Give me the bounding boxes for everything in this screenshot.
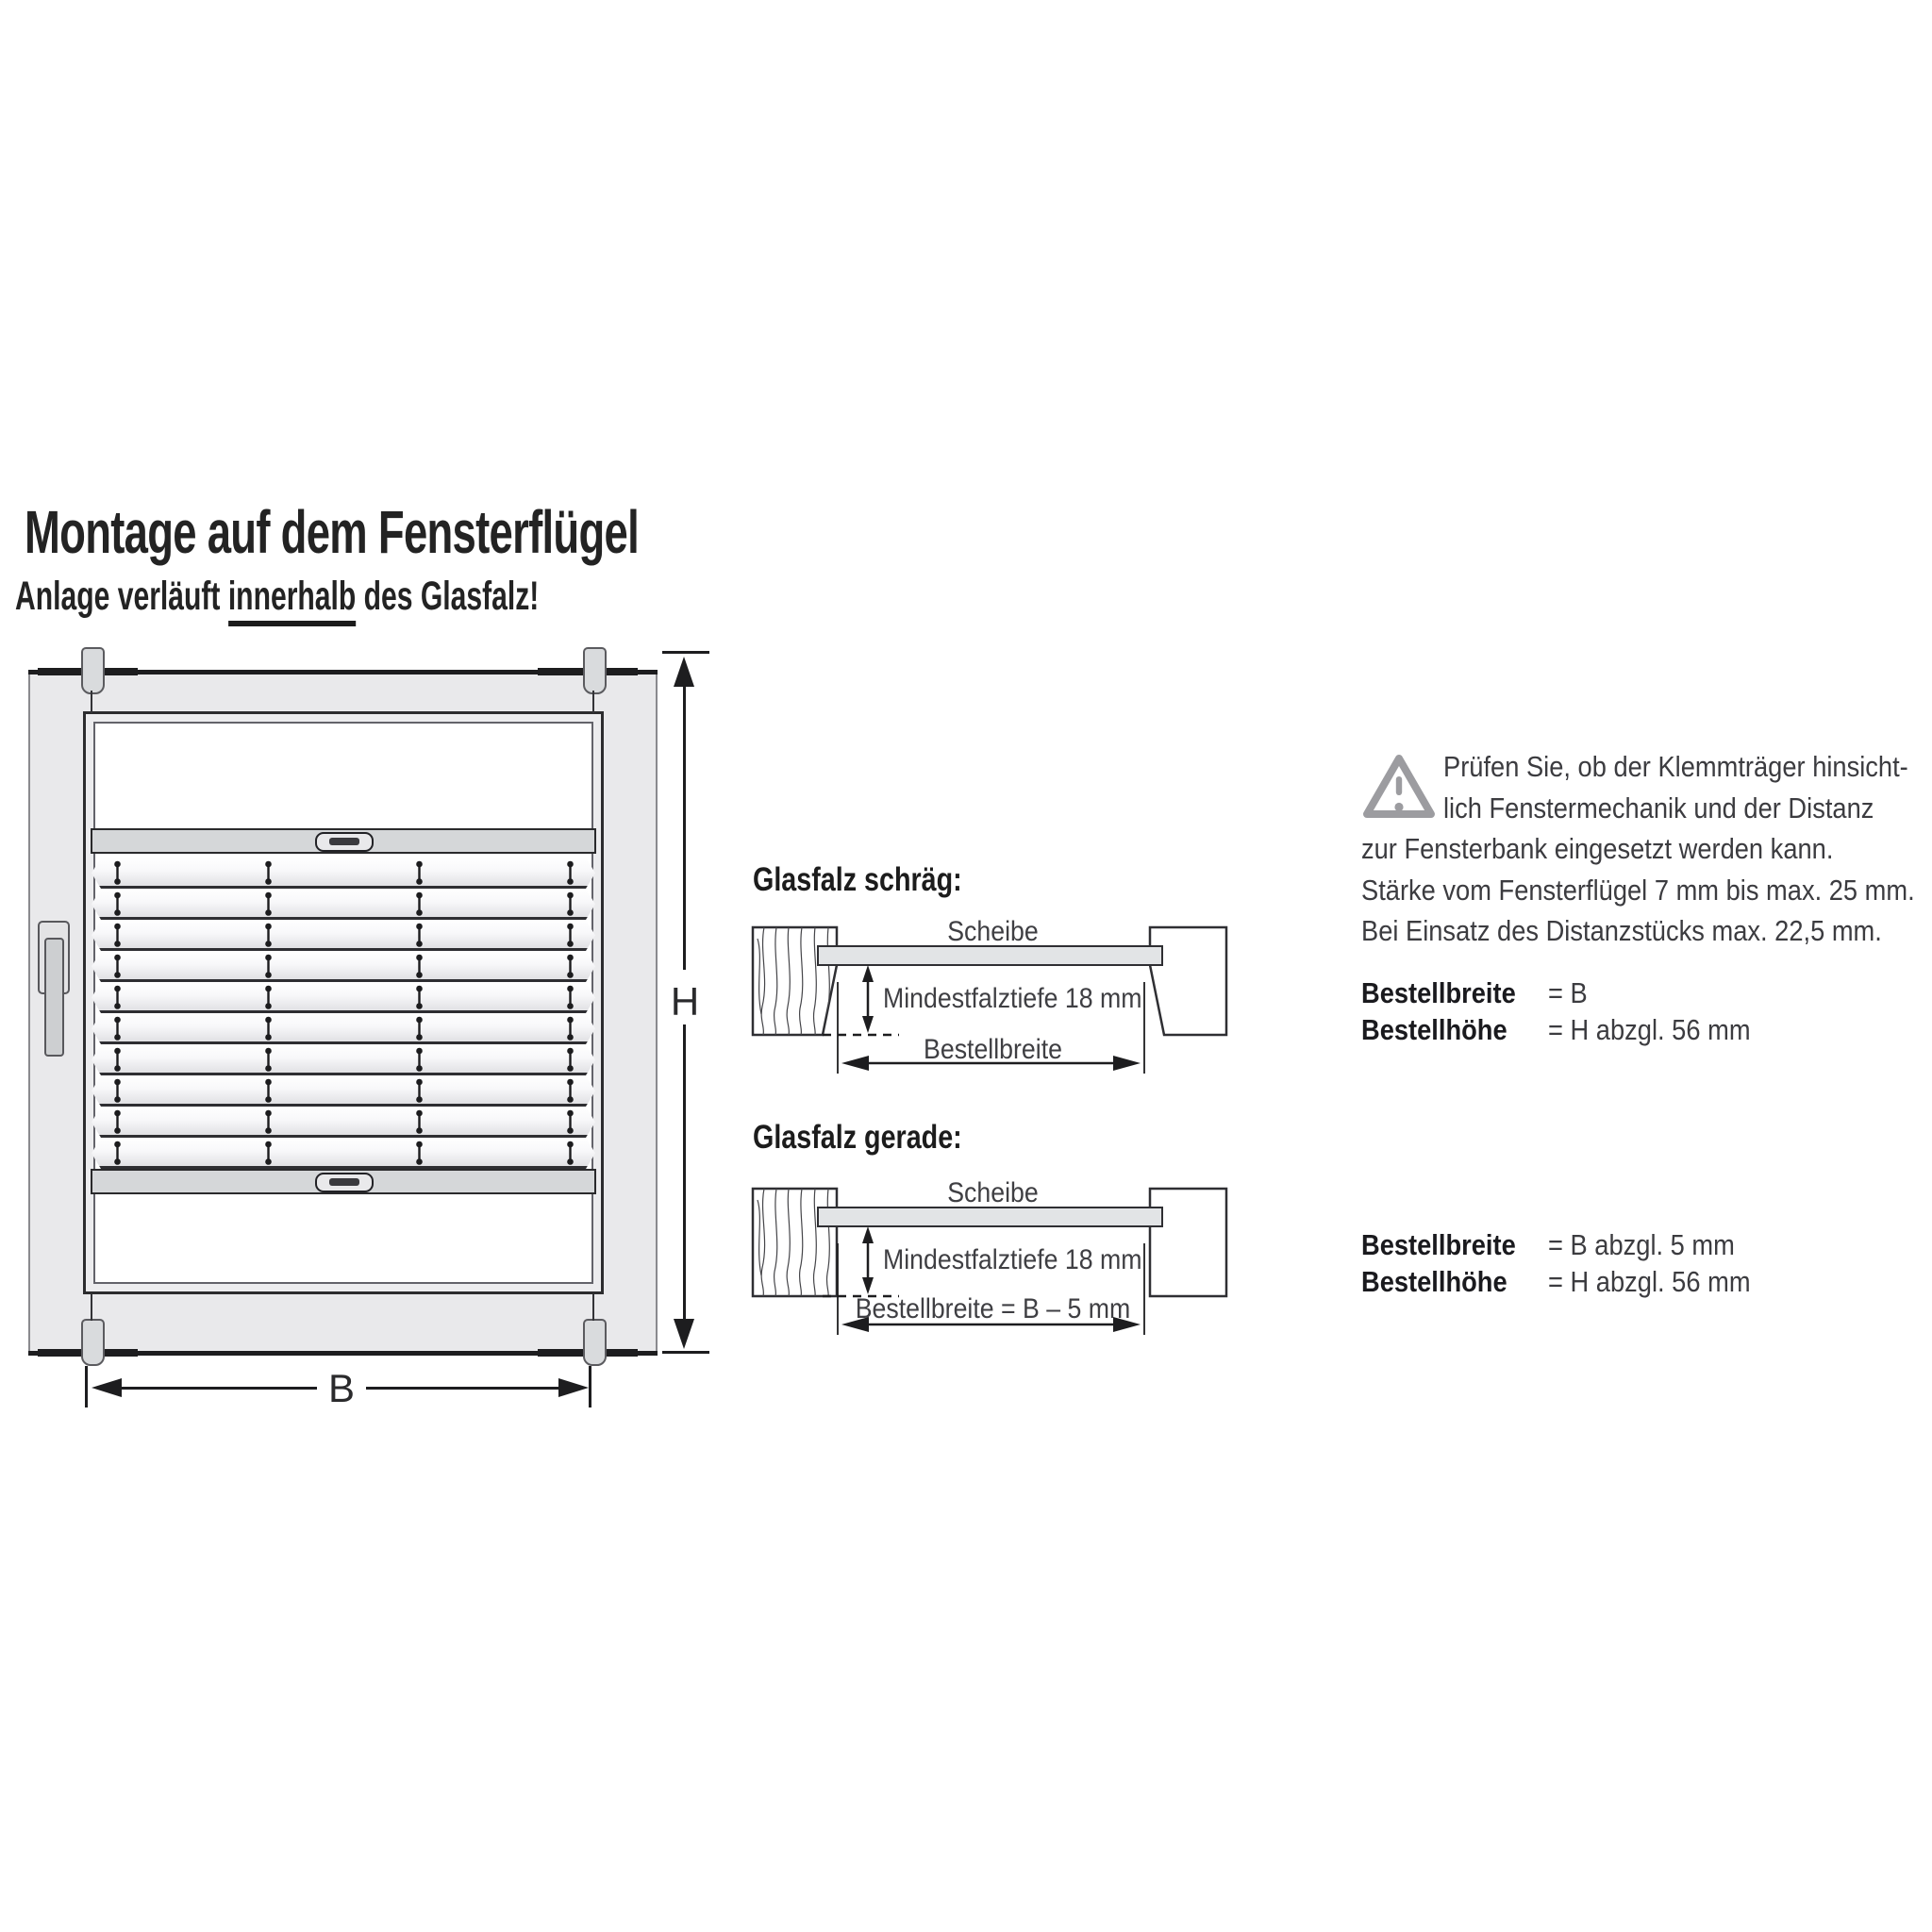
cord-dumbbell: [112, 1047, 123, 1073]
grip-detail: [329, 1178, 359, 1186]
clamp-bracket-bottom-left: [81, 1319, 105, 1366]
warning-text-line: zur Fensterbank eingesetzt werden kann.: [1361, 832, 1834, 865]
arrow-down-icon: [674, 1319, 694, 1349]
pleat: [92, 1075, 595, 1107]
cord-dumbbell: [112, 1141, 123, 1166]
cord-dumbbell: [565, 1016, 575, 1041]
cord-dumbbell: [565, 954, 575, 979]
cord-dumbbell: [263, 860, 274, 886]
cord-dumbbell: [263, 1109, 274, 1135]
order-spec-label: Bestellbreite: [1361, 976, 1516, 1009]
cord-dumbbell: [565, 923, 575, 948]
cord-dumbbell: [112, 891, 123, 917]
subtitle-pre: Anlage verläuft: [15, 574, 228, 619]
cord-dumbbell: [112, 1078, 123, 1104]
order-spec-value: = B abzgl. 5 mm: [1548, 1228, 1735, 1261]
cord-dumbbell: [565, 1109, 575, 1135]
order-spec-label: Bestellhöhe: [1361, 1013, 1507, 1046]
grip-detail: [329, 838, 359, 845]
page-title: Montage auf dem Fensterflügel: [25, 498, 639, 566]
pleat: [92, 1107, 595, 1138]
clamp-bracket-top-left: [81, 647, 105, 694]
cord-dumbbell: [414, 1109, 425, 1135]
arrow-left-icon: [92, 1378, 122, 1397]
cord-dumbbell: [263, 1047, 274, 1073]
pane-label: Scheibe: [947, 1177, 1039, 1208]
cord-dumbbell: [263, 923, 274, 948]
dim-label-b: B: [327, 1366, 355, 1410]
cord-dumbbell: [414, 860, 425, 886]
pleat: [92, 889, 595, 920]
warning-text-line: Stärke vom Fensterflügel 7 mm bis max. 25 mm.: [1361, 873, 1915, 907]
subtitle-underlined: innerhalb: [228, 574, 356, 626]
glass-pane-bar: [818, 946, 1162, 965]
clamp-bracket-bottom-right: [583, 1319, 607, 1366]
order-spec-label: Bestellbreite: [1361, 1228, 1516, 1261]
dim-label-h: H: [670, 979, 700, 1024]
cord-dumbbell: [414, 1016, 425, 1041]
order-width-label: Bestellbreite = B – 5 mm: [855, 1293, 1131, 1324]
dim-tick: [589, 1366, 591, 1407]
dim-tick: [662, 1351, 709, 1354]
pleat: [92, 920, 595, 951]
warning-text-line: Prüfen Sie, ob der Klemmträger hinsicht-: [1443, 750, 1908, 783]
order-spec-row: [1361, 1228, 1735, 1262]
dim-shaft: [683, 683, 686, 970]
dim-tick: [85, 1366, 88, 1407]
pleat: [92, 982, 595, 1013]
order-spec-row: [1361, 1013, 1751, 1047]
page-subtitle: [15, 574, 539, 620]
tension-cord: [592, 1294, 594, 1321]
top-rail-grip: [315, 832, 374, 852]
cord-dumbbell: [112, 923, 123, 948]
pane-label: Scheibe: [947, 916, 1039, 947]
dim-shaft: [683, 1024, 686, 1319]
cord-dumbbell: [263, 1141, 274, 1166]
cord-dumbbell: [565, 985, 575, 1010]
window-handle-icon: [44, 938, 64, 1057]
cord-dumbbell: [414, 891, 425, 917]
dim-tick: [662, 651, 709, 654]
tension-cord: [91, 1294, 92, 1321]
cord-dumbbell: [112, 1016, 123, 1041]
cord-dumbbell: [565, 1078, 575, 1104]
glass-pane-bar: [818, 1208, 1162, 1226]
bottom-rail-grip: [315, 1173, 374, 1192]
pleat: [92, 951, 595, 982]
cord-dumbbell: [112, 954, 123, 979]
cord-dumbbell: [414, 1047, 425, 1073]
dim-shaft: [366, 1387, 558, 1390]
tension-cord: [91, 691, 92, 713]
depth-label: Mindestfalztiefe 18 mm: [883, 1244, 1142, 1275]
pleat: [92, 1044, 595, 1075]
cord-dumbbell: [112, 985, 123, 1010]
subtitle-post: des Glasfalz!: [356, 574, 540, 619]
cord-dumbbell: [565, 891, 575, 917]
order-spec-value: = B: [1548, 976, 1588, 1009]
order-spec-row: [1361, 1265, 1751, 1299]
cord-dumbbell: [263, 954, 274, 979]
pleat: [92, 1013, 595, 1044]
pleat-stack: [92, 858, 595, 1169]
order-spec-row: [1361, 976, 1588, 1010]
cord-dumbbell: [263, 1078, 274, 1104]
cord-dumbbell: [414, 923, 425, 948]
cord-dumbbell: [263, 891, 274, 917]
warning-text-line: lich Fenstermechanik und der Distanz: [1443, 791, 1874, 824]
order-spec-value: = H abzgl. 56 mm: [1548, 1265, 1751, 1298]
tension-cord: [592, 691, 594, 713]
cord-dumbbell: [565, 1141, 575, 1166]
section-heading: Glasfalz gerade:: [753, 1119, 962, 1156]
cord-dumbbell: [414, 954, 425, 979]
warning-icon: [1361, 752, 1437, 824]
warning-text-line: Bei Einsatz des Distanzstücks max. 22,5 mm.: [1361, 914, 1882, 947]
cord-dumbbell: [263, 985, 274, 1010]
dim-shaft: [122, 1387, 317, 1390]
cord-dumbbell: [112, 1109, 123, 1135]
pleat: [92, 858, 595, 889]
arrow-right-icon: [558, 1378, 589, 1397]
section-heading: Glasfalz schräg:: [753, 861, 962, 898]
cord-dumbbell: [565, 860, 575, 886]
cord-dumbbell: [414, 1078, 425, 1104]
cord-dumbbell: [414, 1141, 425, 1166]
cord-dumbbell: [414, 985, 425, 1010]
clamp-bracket-top-right: [583, 647, 607, 694]
pleat: [92, 1138, 595, 1169]
depth-label: Mindestfalztiefe 18 mm: [883, 983, 1142, 1014]
cord-dumbbell: [112, 860, 123, 886]
order-spec-label: Bestellhöhe: [1361, 1265, 1507, 1298]
cord-dumbbell: [565, 1047, 575, 1073]
cord-dumbbell: [263, 1016, 274, 1041]
order-width-label: Bestellbreite: [924, 1034, 1062, 1065]
order-spec-value: = H abzgl. 56 mm: [1548, 1013, 1751, 1046]
